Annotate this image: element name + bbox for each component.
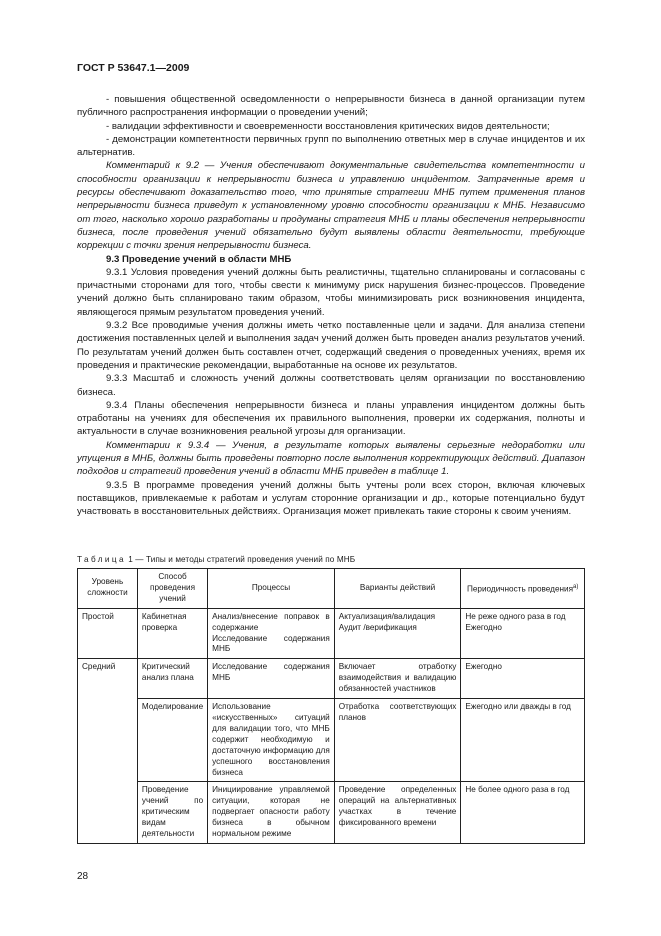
header-method: Способ проведения учений (137, 569, 207, 609)
comment-paragraph: Комментарий к 9.2 — Учения обеспечивают документальные свидетельства компетентности и способности организации к непрерывности бизнеса и управлению инцидентом. Затраченные время и ресурсы обеспечивают доказательство того, что принятые стратегии МНБ путем применения планов непрерывности бизнеса приведут к установленному уровню способности организации к МНБ. Независимо от того, насколько хорошо разработаны и продуманы стратегия МНБ и планы обеспечения непрерывности бизнеса, после проведения учений обязательно будут выявлены области деятельности, требующие коррекции с точки зрения непрерывности бизнеса. (77, 160, 585, 252)
table-row (78, 699, 585, 782)
methods-table (77, 568, 585, 844)
cell-period (461, 608, 585, 659)
cell-method-line: Кабинетная проверка (141, 611, 187, 632)
cell-processes-line: Инициирование управляемой ситуации, которая не подвергает опасности работу бизнеса в обычном нормальном режиме (212, 785, 330, 839)
header-period-label: Периодичность проведения (466, 584, 574, 594)
cell-actions (334, 782, 461, 844)
paragraph: 9.3.4 Планы обеспечения непрерывности бизнеса и планы управления инцидентом должны быть отработаны на учениях для обеспечения их правильного выполнения, проверки их содержания, полноты и актуальности в случае возникновения реальной угрозы для организации. (77, 399, 585, 438)
table-caption (77, 555, 355, 564)
cell-period-line: Ежегодно (465, 662, 502, 672)
header-processes: Процессы (208, 569, 335, 609)
cell-period-line: Не более одного раза в год (465, 785, 570, 795)
section-heading: 9.3 Проведение учений в области МНБ (106, 253, 292, 265)
body-text (77, 93, 585, 519)
paragraph: 9.3.5 В программе проведения учений должны быть учтены роли всех сторон, включая ключевых поставщиков, привлекаемые к работам и услугам сторонние организации и др., которые потенциально будут участвовать в восстановительных действиях. Организация может привлекать такие стороны к своим учениям. (77, 479, 585, 518)
cell-period (461, 782, 585, 844)
table-body (78, 608, 585, 843)
cell-actions (334, 608, 461, 659)
cell-level: Средний (78, 659, 138, 844)
paragraph: - повышения общественной осведомленности о непрерывности бизнеса в данной организации путем публичного распространения информации о проведении учений; (77, 94, 585, 119)
cell-period (461, 699, 585, 782)
cell-method-line: Проведение учений по критическим видам деятельности (141, 785, 204, 839)
cell-processes-line: Использование «искусственных» ситуаций для валидации того, что МНБ содержит необходимую и достаточную информацию для успешного восстановления бизнеса (212, 702, 330, 777)
cell-method (137, 782, 207, 844)
header-actions: Варианты действий (334, 569, 461, 609)
cell-period-line: Не реже одного раза в год (465, 611, 566, 621)
table-row (78, 782, 585, 844)
header-level: Уровень сложности (78, 569, 138, 609)
table-row (78, 608, 585, 659)
paragraph: 9.3.3 Масштаб и сложность учений должны соответствовать целям организации по восстановлению бизнеса. (77, 373, 585, 398)
cell-method-line: Моделирование (141, 702, 204, 712)
paragraph: - демонстрации компетентности первичных групп по выполнению ответных мер в случае инцидентов и их альтернатив. (77, 133, 585, 159)
table-header-row (78, 569, 585, 609)
cell-method (137, 699, 207, 782)
document-header: ГОСТ Р 53647.1—2009 (77, 62, 190, 74)
cell-processes (208, 608, 335, 659)
cell-method-line: Критический анализ плана (141, 662, 194, 683)
header-period (461, 569, 585, 609)
paragraph: - валидации эффективности и своевременности восстановления критических видов деятельности; (106, 120, 550, 132)
cell-processes-line: Анализ/внесение поправок в содержание (212, 611, 330, 632)
table-caption-prefix: Таблица (77, 555, 126, 564)
cell-period (461, 659, 585, 699)
cell-processes (208, 699, 335, 782)
cell-actions (334, 699, 461, 782)
cell-actions (334, 659, 461, 699)
cell-method (137, 608, 207, 659)
header-footnote: а) (573, 583, 579, 590)
page-number: 28 (77, 871, 89, 882)
cell-processes (208, 659, 335, 699)
cell-actions-line: Проведение определенных операций на альтернативных участках в течение фиксированного времени (338, 785, 457, 828)
cell-processes-line: Исследование содержания МНБ (212, 662, 330, 683)
cell-actions-line: Отработка соответствующих планов (338, 702, 457, 722)
table-caption-text: 1 — Типы и методы стратегий проведения учений по МНБ (125, 555, 356, 564)
cell-period-line: Ежегодно или дважды в год (465, 702, 571, 712)
cell-method (137, 659, 207, 699)
paragraph: 9.3.2 Все проводимые учения должны иметь четко поставленные цели и задачи. Для анализа степени достижения поставленных целей и выполнения задач учений должен быть проведен анализ результатов учений. По результатам учений должен быть составлен отчет, содержащий сведения о проведенных учениях, время их проведения и практические рекомендации, выработанные на основе их результатов. (77, 320, 585, 371)
cell-processes (208, 782, 335, 844)
cell-level-line: Простой (82, 611, 114, 621)
cell-actions-line: Аудит /верификация (338, 622, 417, 632)
table-row (78, 659, 585, 699)
paragraph: 9.3.1 Условия проведения учений должны быть реалистичны, тщательно спланированы и согласованы с причастными сторонами для того, чтобы свести к минимуму риск нарушения бизнес-процессов. Проведение учений должно быть спланировано таким образом, чтобы минимизировать риск возникновения инцидента, являющегося прямым результатом проведения учений. (77, 266, 585, 318)
cell-actions-line: Включает отработку взаимодействия и валидацию обязанностей участников (338, 662, 457, 694)
cell-period-line: Ежегодно (465, 622, 502, 632)
cell-actions-line: Актуализация/валидация (338, 611, 436, 621)
comment-paragraph: Комментарии к 9.3.4 — Учения, в результате которых выявлены серьезные недоработки или упущения в МНБ, должны быть проведены повторно после выполнения корректирующих действий. Диапазон подходов и стратегий проведения учений в области МНБ приведен в таблице 1. (77, 439, 585, 478)
cell-level (78, 608, 138, 659)
cell-processes-line: Исследование содержания МНБ (212, 633, 330, 654)
